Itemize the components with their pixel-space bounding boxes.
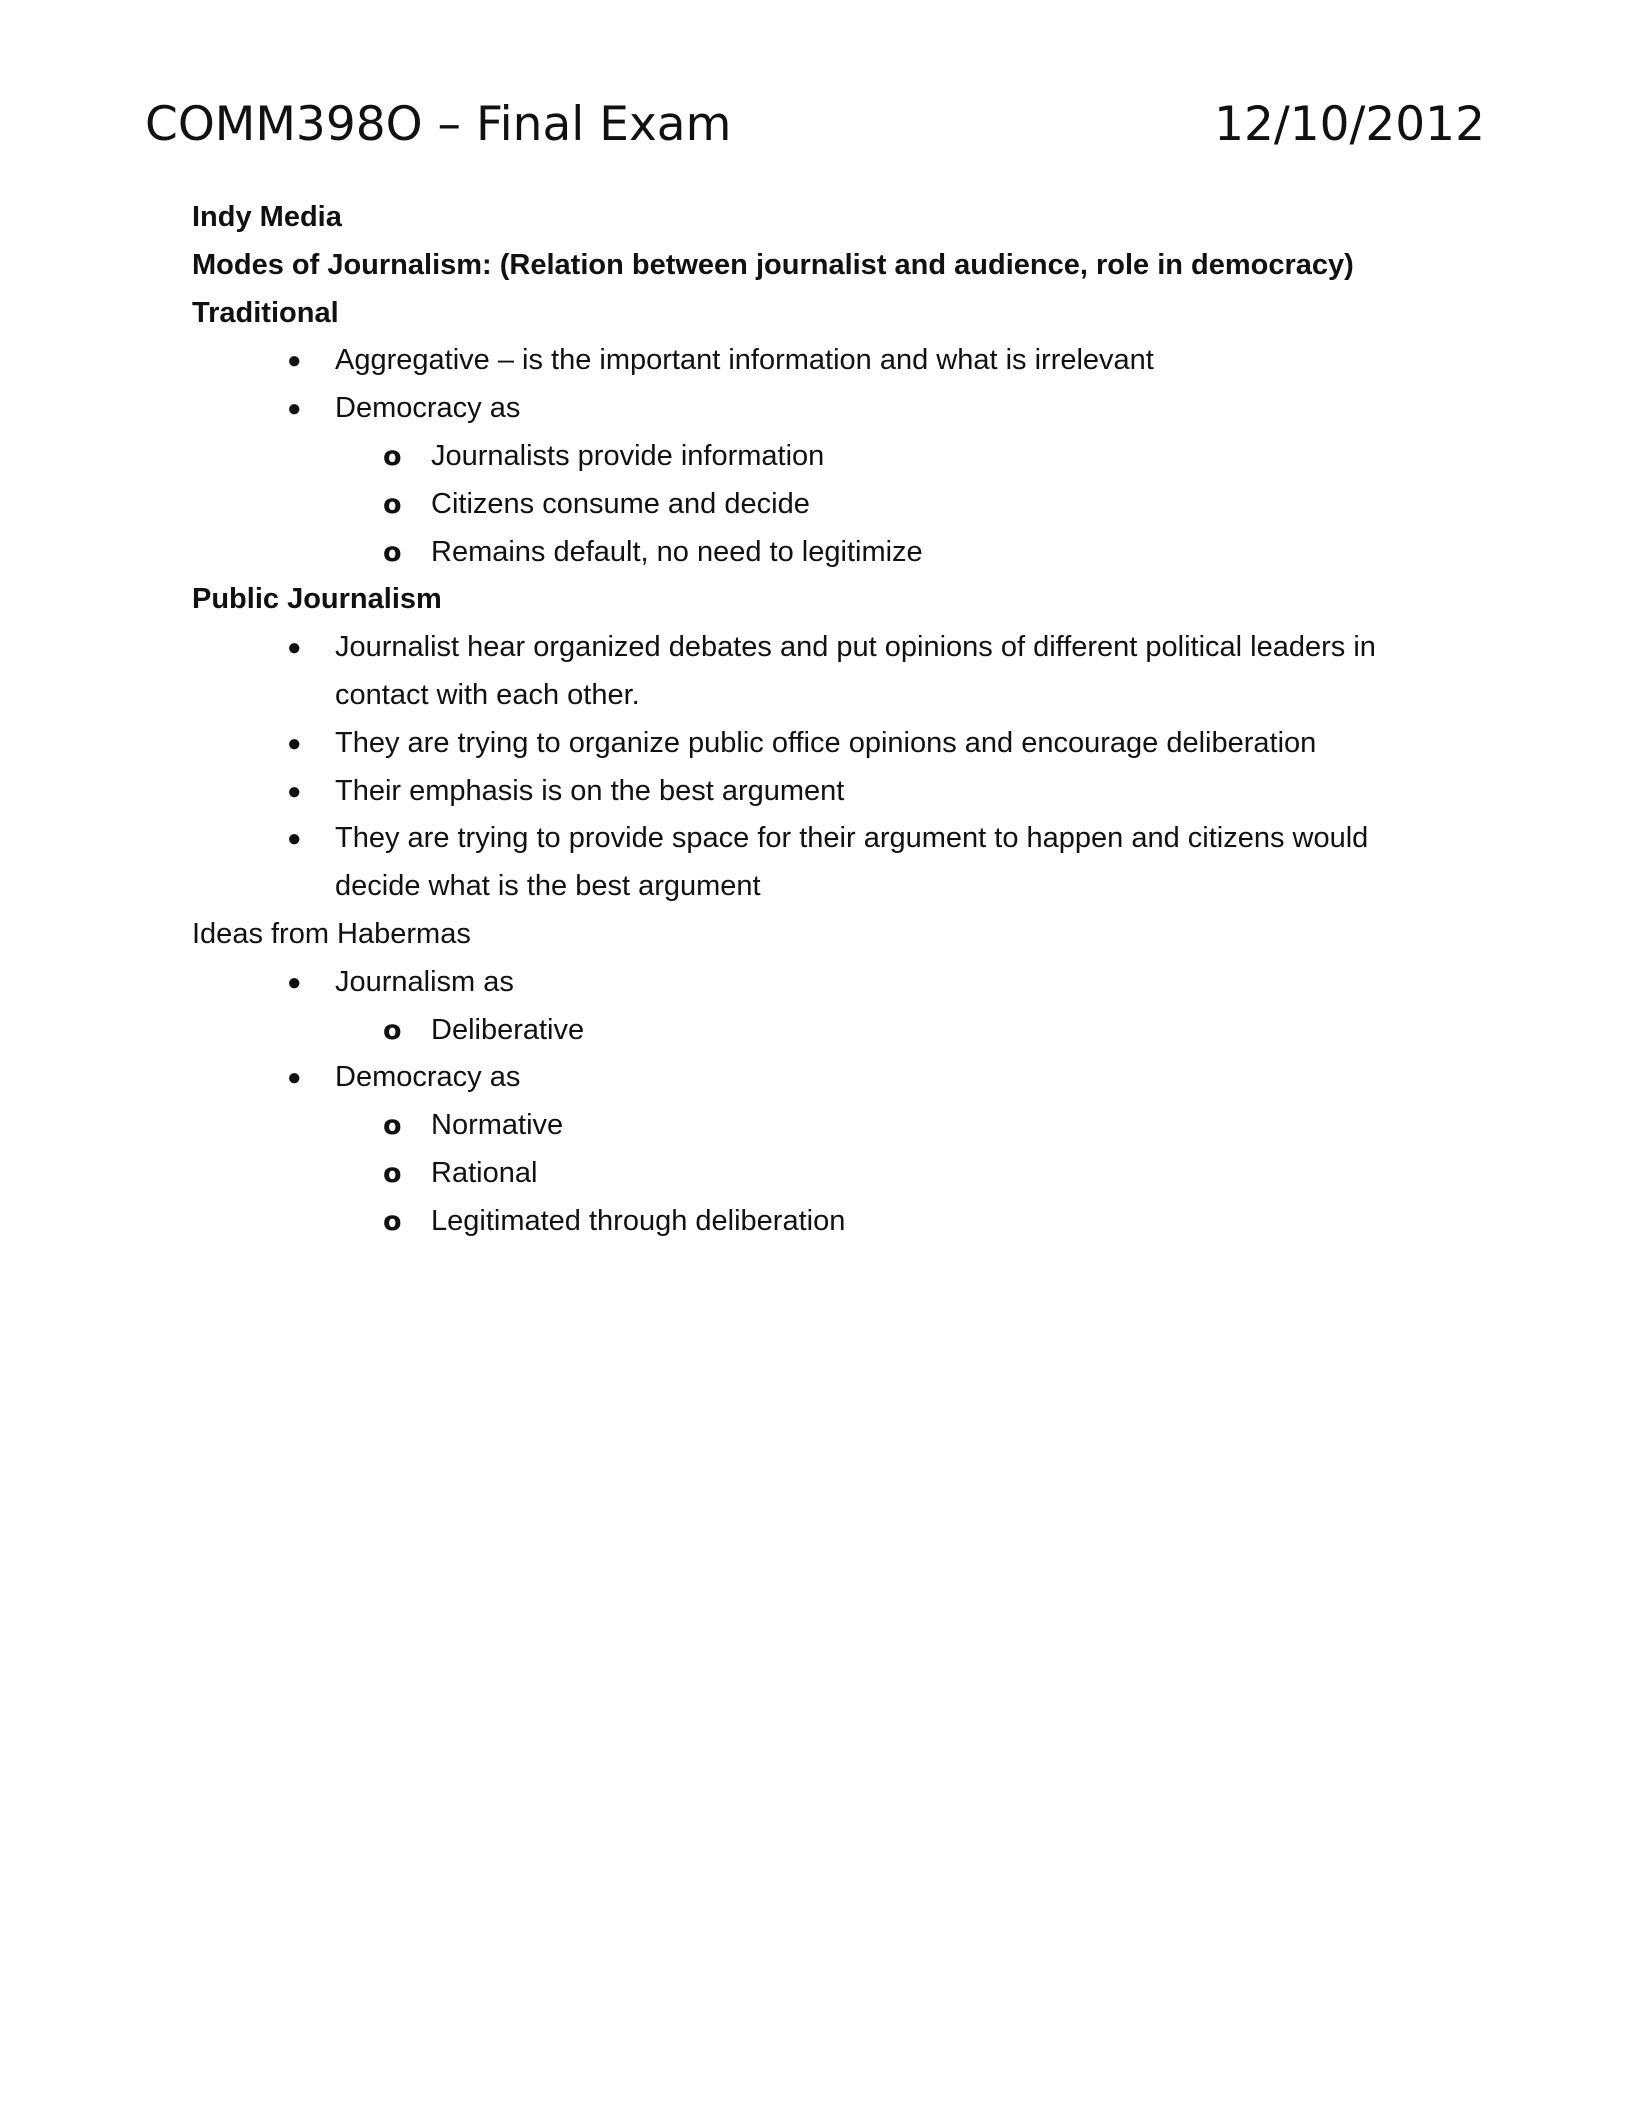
bullet-icon: ●	[287, 777, 302, 805]
document-body	[192, 194, 1432, 1246]
bullet-icon: ●	[287, 634, 302, 662]
bullet-icon: ●	[287, 395, 302, 423]
document-title: COMM398O – Final Exam	[145, 97, 732, 152]
bullet-icon: ●	[287, 968, 302, 996]
public-journalism-list	[192, 624, 1432, 911]
list-item-text: Democracy as	[335, 1061, 521, 1094]
sub-list	[335, 1007, 1432, 1055]
circle-bullet-icon: o	[383, 440, 402, 472]
sub-list-item	[383, 1198, 1432, 1246]
section-heading-traditional: Traditional	[192, 296, 339, 329]
list-item	[287, 1054, 1432, 1245]
bullet-icon: ●	[287, 729, 302, 757]
sub-list-item	[383, 1007, 1432, 1055]
traditional-list	[192, 337, 1432, 576]
sub-list-item-text: Normative	[431, 1109, 564, 1142]
circle-bullet-icon: o	[383, 488, 402, 520]
sub-list-item	[383, 1102, 1432, 1150]
section-heading-habermas: Ideas from Habermas	[192, 917, 471, 950]
sub-list-item-text: Rational	[431, 1156, 538, 1189]
list-item	[287, 624, 1432, 720]
list-item-text: Democracy as	[335, 392, 521, 425]
page-header	[145, 92, 1485, 158]
circle-bullet-icon: o	[383, 1014, 402, 1046]
section-heading-indy-media: Indy Media	[192, 201, 342, 233]
circle-bullet-icon: o	[383, 536, 402, 568]
list-item	[287, 720, 1432, 768]
sub-list-item-text: Deliberative	[431, 1013, 585, 1046]
list-item	[287, 337, 1432, 385]
list-item-text: Journalism as	[335, 965, 514, 998]
circle-bullet-icon: o	[383, 1157, 402, 1189]
section-heading-public-journalism: Public Journalism	[192, 583, 442, 616]
list-item-text: Aggregative – is the important information and what is irrelevant	[335, 344, 1154, 377]
circle-bullet-icon: o	[383, 1110, 402, 1142]
list-item	[287, 768, 1432, 816]
sub-list-item-text: Remains default, no need to legitimize	[431, 535, 923, 568]
circle-bullet-icon: o	[383, 1205, 402, 1237]
list-item	[287, 959, 1432, 1055]
bullet-icon: ●	[287, 347, 302, 375]
list-item	[287, 385, 1432, 576]
sub-list-item-text: Journalists provide information	[431, 439, 825, 472]
list-item-text: Journalist hear organized debates and put opinions of different political leaders in contact with each other.	[335, 631, 1376, 711]
sub-list	[335, 433, 1432, 576]
list-item-text: They are trying to organize public office opinions and encourage deliberation	[335, 726, 1317, 759]
habermas-list	[192, 959, 1432, 1246]
section-heading-modes-of-journalism: Modes of Journalism: (Relation between journalist and audience, role in democracy)	[192, 248, 1354, 281]
bullet-icon: ●	[287, 825, 302, 853]
sub-list-item	[383, 529, 1432, 577]
sub-list-item	[383, 481, 1432, 529]
document-date: 12/10/2012	[1214, 97, 1485, 152]
sub-list-item	[383, 433, 1432, 481]
bullet-icon: ●	[287, 1064, 302, 1092]
list-item	[287, 815, 1432, 911]
sub-list-item-text: Legitimated through deliberation	[431, 1204, 846, 1237]
sub-list-item	[383, 1150, 1432, 1198]
list-item-text: Their emphasis is on the best argument	[335, 774, 845, 807]
sub-list	[335, 1102, 1432, 1245]
list-item-text: They are trying to provide space for their argument to happen and citizens would decide what is the best argument	[335, 822, 1369, 903]
sub-list-item-text: Citizens consume and decide	[431, 487, 810, 520]
